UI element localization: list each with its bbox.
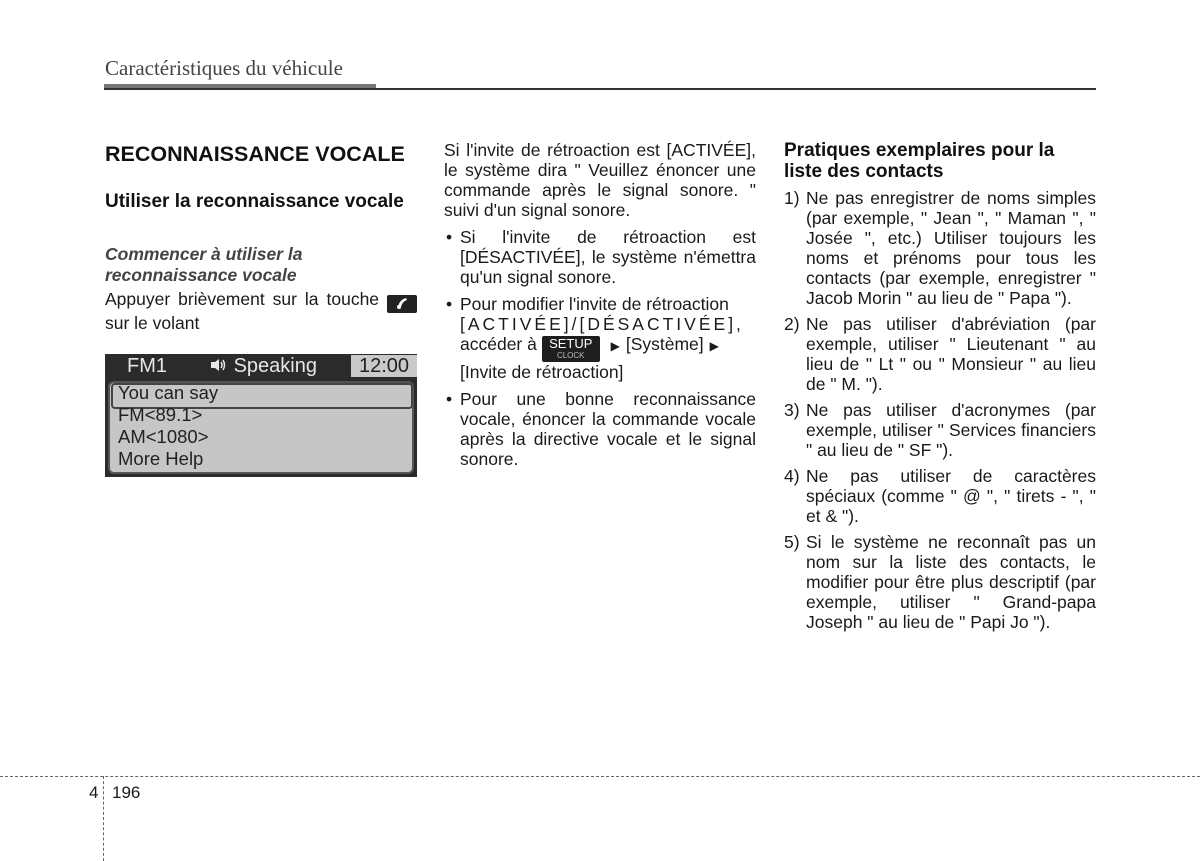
- list-item-number: 3): [784, 400, 800, 420]
- best-practices-heading: Pratiques exemplaires pour la liste des contacts: [784, 140, 1055, 182]
- display-line: More Help: [118, 448, 204, 469]
- bullet-item: • Si l'invite de rétroaction est [DÉSACTIVÉE], le système n'émettra qu'un signal sonore.: [444, 227, 756, 287]
- display-line: FM<89.1>: [118, 404, 203, 425]
- bullet-item: [444, 294, 756, 382]
- subsection-heading: Utiliser la reconnaissance vocale: [105, 191, 404, 212]
- display-status-bar: [105, 354, 417, 378]
- footer-divider: [103, 776, 104, 861]
- display-speaking: [210, 354, 317, 378]
- numbered-list: [784, 188, 1096, 632]
- page-header-title: Caractéristiques du véhicule: [105, 56, 343, 80]
- list-item-number: 1): [784, 188, 800, 208]
- list-item-number: 2): [784, 314, 800, 334]
- clock-key-label: CLOCK: [556, 351, 585, 360]
- list-item: [784, 466, 1096, 526]
- header-rule: [104, 88, 1096, 90]
- list-item: [784, 400, 1096, 460]
- list-item-text: Ne pas enregistrer de noms simples (par exemple, " Jean ", " Maman ", " Josée ", etc.) Utiliser toujours les noms et prénoms pour tous les contacts (par exemple, enregistrer " Jacob Morin " au lieu de " Papa ").: [806, 188, 1096, 308]
- intro-paragraph: Si l'invite de rétroaction est [ACTIVÉE], le système dira " Veuillez énoncer une commande après le signal sonore. " suivi d'un signal sonore.: [444, 140, 756, 220]
- speaker-icon: [210, 355, 234, 377]
- bullet-text: Pour modifier l'invite de rétroaction: [460, 294, 729, 314]
- topic-heading: Commencer à utiliser la reconnaissance vocale: [105, 244, 303, 285]
- list-item-text: Si le système ne reconnaît pas un nom sur la liste des contacts, le modifier pour être plus descriptif (par exemple, utiliser " Grand-papa Joseph " au lieu de " Papi Jo ").: [806, 532, 1096, 632]
- footer-rule: [0, 776, 1200, 777]
- page-number: 196: [112, 783, 141, 802]
- display-line: AM<1080>: [118, 426, 209, 447]
- list-item-text: Ne pas utiliser d'acronymes (par exemple, utiliser " Services financiers " au lieu de " SF ").: [806, 400, 1096, 460]
- bullet-item: • Pour une bonne reconnaissance vocale, énoncer la commande vocale après la directive vocale et le signal sonore.: [444, 389, 756, 469]
- section-heading: RECONNAISSANCE VOCALE: [105, 142, 405, 166]
- bullet-text: [Système]: [625, 334, 704, 354]
- instruction-text-end: sur le volant: [105, 313, 200, 333]
- instruction-text-start: Appuyer brièvement sur la touche: [105, 289, 380, 309]
- list-item-number: 4): [784, 466, 800, 486]
- bullet-text: [Invite de rétroaction]: [460, 362, 624, 382]
- display-menu-panel: [108, 381, 414, 474]
- setup-clock-key-icon: [542, 336, 600, 362]
- list-item: [784, 314, 1096, 394]
- chapter-number: 4: [89, 783, 99, 802]
- display-source: FM1: [127, 355, 167, 377]
- voice-talk-key-icon: [387, 295, 417, 313]
- list-item-text: Ne pas utiliser d'abréviation (par exemple, utiliser " Lieutenant " au lieu de " Lt " ou " Monsieur " au lieu de " M. ").: [806, 314, 1096, 394]
- arrow-right-icon: ▶: [709, 339, 719, 353]
- display-line: You can say: [118, 382, 219, 403]
- setup-key-label: SETUP: [549, 336, 593, 351]
- column-middle: [444, 140, 756, 469]
- list-item: [784, 188, 1096, 308]
- list-item: [784, 532, 1096, 632]
- bullet-text-options: [ACTIVÉE]/[DÉSACTIVÉE],: [460, 314, 744, 334]
- bullet-list: [444, 227, 756, 469]
- arrow-right-icon: ▶: [610, 339, 620, 353]
- display-clock: 12:00: [351, 355, 417, 377]
- instruction-paragraph: [105, 289, 417, 333]
- list-item-text: Ne pas utiliser de caractères spéciaux (comme " @ ", " tirets - ", " et & ").: [806, 466, 1096, 526]
- display-status-text: Speaking: [233, 355, 317, 377]
- column-left: [105, 140, 417, 477]
- list-item-number: 5): [784, 532, 800, 552]
- bullet-text: accéder à: [460, 334, 537, 354]
- column-right: [784, 140, 1096, 632]
- radio-display-screen: [105, 354, 417, 477]
